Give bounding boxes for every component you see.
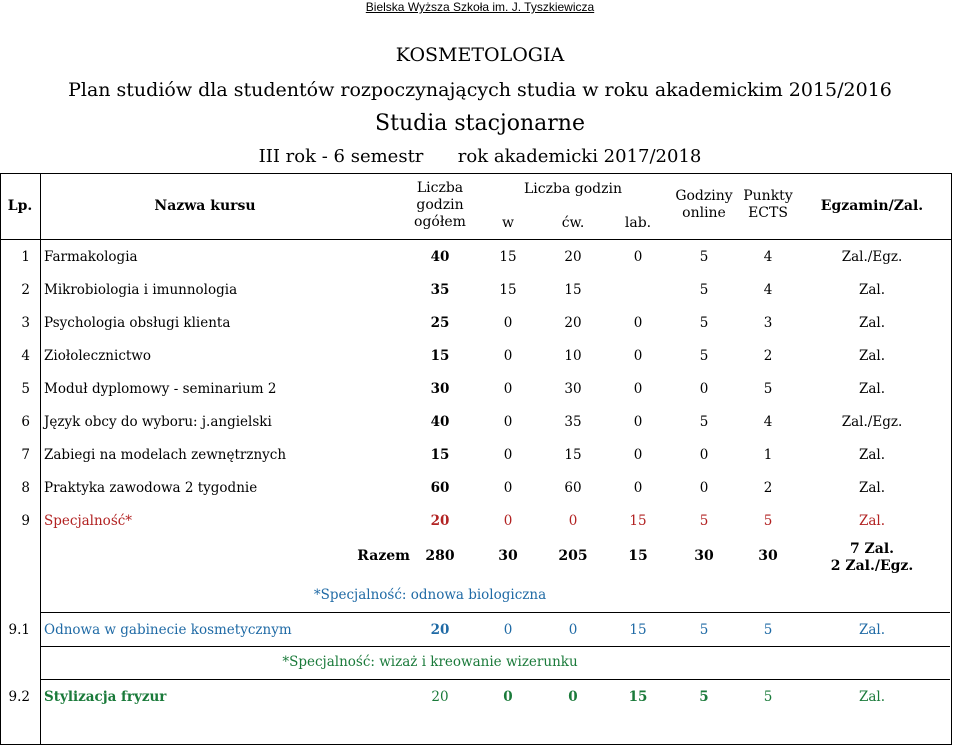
cell-total: 40: [430, 249, 450, 265]
specialty-1-heading: *Specjalność: odnowa biologiczna: [313, 587, 547, 603]
cell-w: 0: [503, 447, 513, 463]
cell-w: 0: [503, 315, 513, 331]
cell-exam: Zal.: [858, 381, 886, 397]
cell-ects: 2: [763, 480, 773, 496]
cell-lp: 4: [21, 348, 30, 364]
cell-name: Psychologia obsługi klienta: [44, 315, 231, 331]
cell-online: 5: [699, 249, 709, 265]
table-row: [0, 504, 950, 537]
page-title: KOSMETOLOGIA: [395, 44, 565, 66]
cell-lab: 15: [629, 513, 647, 529]
cell-cw: 15: [564, 282, 582, 298]
cell-cw: 15: [564, 447, 582, 463]
cell-w: 0: [503, 381, 513, 397]
cell-lp: 6: [21, 414, 30, 430]
summary-cw: 205: [558, 548, 588, 564]
cell-cw: 35: [564, 414, 582, 430]
header-w: w: [502, 215, 514, 231]
year-semester: III rok - 6 semestr: [258, 146, 424, 167]
cell-online: 5: [699, 414, 709, 430]
cell-total: 35: [430, 282, 450, 298]
cell-name: Ziołolecznictwo: [44, 348, 151, 364]
summary-ects: 30: [758, 548, 778, 564]
summary-label: Razem: [357, 548, 410, 564]
table-row: [0, 405, 950, 438]
cell-ects: 4: [763, 414, 773, 430]
cell-lab: 0: [633, 249, 643, 265]
cell-cw: 30: [564, 381, 582, 397]
table-row: [0, 471, 950, 504]
cell-online: 0: [699, 381, 709, 397]
cell-ects: 5: [763, 513, 773, 529]
summary-lab: 15: [628, 548, 648, 564]
cell-exam: Zal.: [858, 348, 886, 364]
cell-exam: Zal.: [858, 282, 886, 298]
cell-w: 15: [499, 249, 517, 265]
table-row: [0, 306, 950, 339]
table-row: [0, 240, 950, 273]
header-hours-group: Liczba godzin: [524, 181, 622, 197]
row-divider: [40, 646, 950, 647]
summary-online: 30: [694, 548, 714, 564]
cell-online: 5: [699, 513, 709, 529]
cell-cw: 0: [568, 513, 578, 529]
specialty-2-heading: *Specjalność: wizaż i kreowanie wizerunku: [282, 654, 578, 670]
cell-lab: 0: [633, 348, 643, 364]
academic-year: rok akademicki 2017/2018: [457, 146, 702, 167]
cell-total: 15: [430, 447, 450, 463]
summary-total: 280: [425, 548, 455, 564]
cell-name: Specjalność*: [44, 513, 133, 529]
cell-cw: 20: [564, 315, 582, 331]
cell-lab: 0: [633, 414, 643, 430]
cell-lab: 0: [633, 315, 643, 331]
cell-exam: Zal.: [858, 480, 886, 496]
cell-name: Farmakologia: [44, 249, 138, 265]
cell-total: 60: [430, 480, 450, 496]
cell-exam: Zal./Egz.: [841, 414, 903, 430]
header-ects: Punkty ECTS: [743, 188, 793, 221]
cell-name: Język obcy do wyboru: j.angielski: [44, 414, 272, 430]
cell-lab: 0: [633, 480, 643, 496]
cell-lp: 1: [21, 249, 30, 265]
header-lab: lab.: [624, 215, 652, 231]
cell-total: 40: [430, 414, 450, 430]
table-row: [0, 339, 950, 372]
school-name: Bielska Wyższa Szkoła im. J. Tyszkiewicza: [365, 0, 595, 14]
cell-ects: 4: [763, 282, 773, 298]
header-total-hours: Liczba godzin ogółem: [414, 180, 466, 230]
specialty-2-row: 9.2 Stylizacja fryzur 20 0 0 15 5 5 Zal.: [8, 689, 886, 705]
cell-total: 25: [430, 315, 450, 331]
cell-w: 15: [499, 282, 517, 298]
cell-w: 0: [503, 513, 513, 529]
cell-name: Mikrobiologia i imunnologia: [44, 282, 238, 298]
cell-lp: 3: [21, 315, 30, 331]
cell-name: Praktyka zawodowa 2 tygodnie: [44, 480, 258, 496]
cell-name: Zabiegi na modelach zewnętrznych: [44, 447, 287, 463]
header-online: Godziny online: [675, 188, 733, 221]
header-lp: Lp.: [7, 198, 33, 214]
semester-line: [0, 146, 960, 167]
cell-w: 0: [503, 414, 513, 430]
header-cw: ćw.: [561, 215, 585, 231]
table-row: [0, 372, 950, 405]
plan-description: Plan studiów dla studentów rozpoczynających studia w roku akademickim 2015/2016: [68, 79, 892, 101]
cell-name: Moduł dyplomowy - seminarium 2: [44, 381, 277, 397]
table-row: [0, 438, 950, 471]
cell-cw: 20: [564, 249, 582, 265]
cell-lab: 0: [633, 447, 643, 463]
summary-w: 30: [498, 548, 518, 564]
cell-w: 0: [503, 348, 513, 364]
cell-exam: Zal.: [858, 447, 886, 463]
cell-lp: 7: [21, 447, 30, 463]
cell-total: 15: [430, 348, 450, 364]
cell-exam: Zal.: [858, 315, 886, 331]
cell-exam: Zal.: [858, 513, 886, 529]
cell-online: 0: [699, 480, 709, 496]
cell-ects: 3: [763, 315, 773, 331]
cell-lp: 2: [21, 282, 30, 298]
cell-ects: 2: [763, 348, 773, 364]
summary-exam: 7 Zal. 2 Zal./Egz.: [830, 541, 914, 574]
cell-ects: 4: [763, 249, 773, 265]
cell-total: 20: [430, 513, 450, 529]
cell-total: 30: [430, 381, 450, 397]
study-mode: Studia stacjonarne: [375, 111, 585, 136]
table-row: [0, 273, 950, 306]
header-course-name: Nazwa kursu: [154, 198, 256, 214]
cell-lp: 9: [21, 513, 30, 529]
cell-cw: 60: [564, 480, 582, 496]
cell-lab: 0: [633, 381, 643, 397]
cell-ects: 5: [763, 381, 773, 397]
cell-online: 5: [699, 348, 709, 364]
cell-exam: Zal./Egz.: [841, 249, 903, 265]
header-exam: Egzamin/Zal.: [820, 198, 924, 214]
cell-online: 5: [699, 315, 709, 331]
cell-ects: 1: [763, 447, 773, 463]
specialty-1-row: 9.1 Odnowa w gabinecie kosmetycznym 20 0 0 15 5 5 Zal.: [8, 622, 886, 638]
cell-lp: 5: [21, 381, 30, 397]
cell-online: 0: [699, 447, 709, 463]
cell-online: 5: [699, 282, 709, 298]
cell-w: 0: [503, 480, 513, 496]
cell-lp: 8: [21, 480, 30, 496]
cell-cw: 10: [564, 348, 582, 364]
